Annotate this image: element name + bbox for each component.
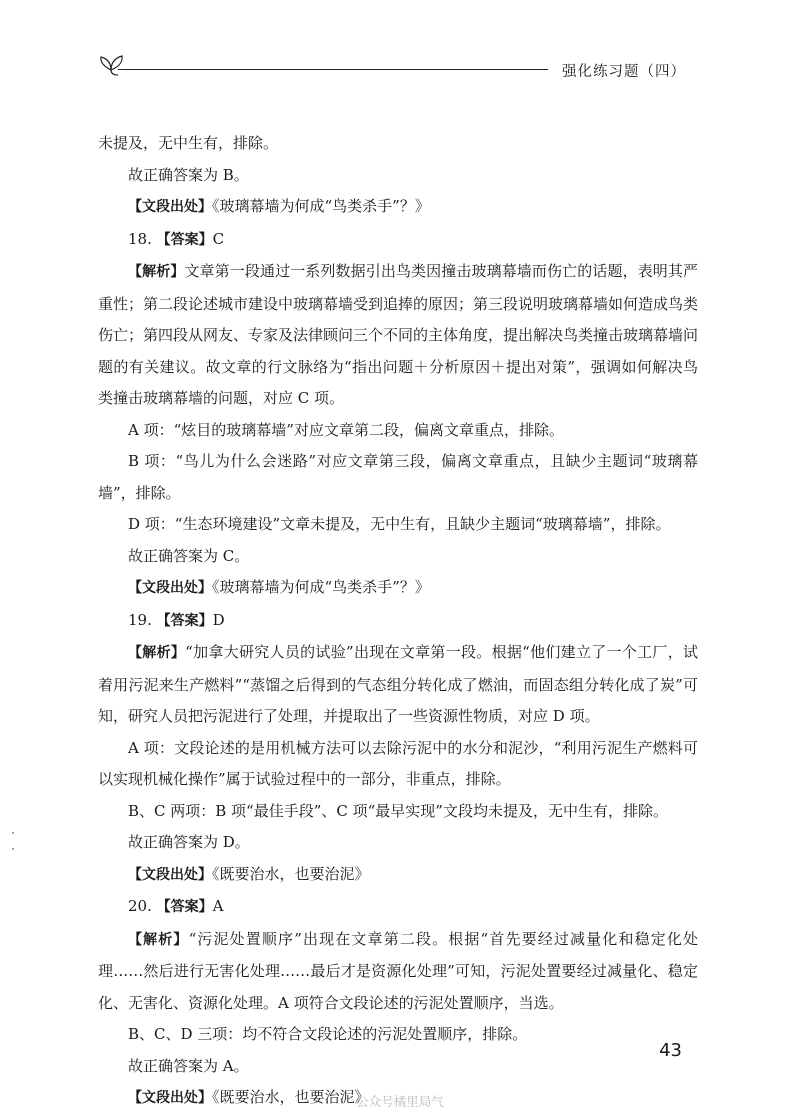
labeled-paragraph	[98, 859, 698, 892]
section-label: 【文段出处】	[128, 580, 212, 596]
paragraph	[98, 1019, 698, 1051]
paragraph-text: D	[212, 610, 225, 629]
header-rule	[118, 69, 548, 70]
paragraph-text: C	[212, 229, 225, 248]
paragraph-text: A 项：文段论述的是用机械方法可以去除污泥中的水分和泥沙，“利用污泥生产燃料可以实现机械化操作”属于试验过程中的一部分，非重点，排除。	[98, 738, 698, 788]
paragraph-text: 文章第一段通过一系列数据引出鸟类因撞击玻璃幕墙而伤亡的话题，表明其严重性；第二段论述城市建设中玻璃幕墙受到追捧的原因；第三段说明玻璃幕墙如何造成鸟类伤亡；第四段从网友、专家及法律顾问三个不同的主体角度，提出解决鸟类撞击玻璃幕墙问题的有关建议。故文章的行文脉络为“指出问题＋分析原因＋提出对策”，强调如何解决鸟类撞击玻璃幕墙的问题，对应 C 项。	[98, 262, 699, 407]
section-label: 【解析】	[128, 645, 186, 661]
section-label: 【文段出处】	[128, 1090, 212, 1106]
section-label: 【文段出处】	[128, 866, 212, 883]
labeled-paragraph	[98, 256, 698, 415]
leaf-sprout-icon	[96, 46, 126, 76]
labeled-paragraph	[98, 191, 698, 224]
section-label: 【解析】	[128, 264, 185, 280]
paragraph-text: 《既要治水，也要治泥》	[212, 864, 370, 883]
question-number: 18.	[128, 229, 157, 248]
page-header	[96, 40, 696, 84]
labeled-paragraph	[98, 572, 698, 605]
paragraph-text: 故正确答案为 A。	[128, 1056, 249, 1075]
paragraph	[98, 509, 698, 541]
paragraph-text: 未提及，无中生有，排除。	[98, 134, 279, 152]
section-label: 【文段出处】	[128, 199, 212, 215]
paragraph-text: A 项：“炫目的玻璃幕墙”对应文章第二段，偏离文章重点，排除。	[128, 420, 564, 439]
paragraph-text: 《既要治水，也要治泥》	[212, 1088, 370, 1106]
scan-speck	[12, 848, 14, 850]
question-number: 20.	[128, 897, 157, 915]
scan-speck	[12, 832, 14, 834]
paragraph-text: 《玻璃幕墙为何成“鸟类杀手”？》	[212, 578, 430, 596]
paragraph	[98, 415, 698, 447]
labeled-paragraph	[98, 637, 698, 733]
section-label: 【答案】	[156, 899, 213, 915]
paragraph	[98, 160, 698, 192]
paragraph-text: 故正确答案为 B。	[128, 165, 249, 184]
paragraph	[98, 446, 698, 509]
paragraph-text: 故正确答案为 C。	[128, 546, 250, 565]
paragraph-text: “污泥处置顺序”出现在文章第二段。根据“首先要经过减量化和稳定化处理……然后进行无害化处理……最后才是资源化处理”可知，污泥处置要经过减量化、稳定化、无害化、资源化处理。A 项符合文段论述的污泥处置顺序，当选。	[98, 929, 699, 1012]
paragraph	[98, 128, 698, 160]
paragraph-text: B、C 两项：B 项“最佳手段”、C 项“最早实现”文段均未提及，无中生有，排除。	[128, 801, 668, 820]
paragraph	[98, 541, 698, 573]
labeled-paragraph	[98, 224, 698, 257]
paragraph-text: 《玻璃幕墙为何成“鸟类杀手”？》	[212, 197, 430, 215]
question-number: 19.	[128, 610, 157, 629]
paragraph-text: B 项：“鸟儿为什么会迷路”对应文章第三段，偏离文章重点，且缺少主题词“玻璃幕墙”，排除。	[98, 452, 698, 502]
labeled-paragraph	[98, 924, 698, 1020]
watermark: 公众号橘里局气	[356, 1094, 444, 1109]
paragraph-text: D 项：“生态环境建设”文章未提及，无中生有，且缺少主题词“玻璃幕墙”，排除。	[128, 515, 671, 533]
paragraph	[98, 796, 698, 828]
paragraph-text: A	[212, 897, 224, 915]
section-label: 【答案】	[156, 231, 213, 248]
paragraph-text: “加拿大研究人员的试验”出现在文章第一段。根据“他们建立了一个工厂，试着用污泥来生产燃料”“蒸馏之后得到的气态组分转化成了燃油，而固态组分转化成了炭”可知，研究人员把污泥进行了处理，并提取出了一些资源性物质，对应 D 项。	[98, 643, 698, 725]
labeled-paragraph	[98, 605, 698, 638]
answer-explanation-body	[98, 128, 698, 1115]
labeled-paragraph	[98, 891, 698, 924]
paragraph-text: 故正确答案为 D。	[128, 833, 250, 851]
header-title: 强化练习题（四）	[562, 64, 686, 80]
paragraph	[98, 1051, 698, 1083]
paragraph-text: B、C、D 三项：均不符合文段论述的污泥处置顺序，排除。	[128, 1025, 528, 1043]
section-label: 【解析】	[128, 931, 189, 948]
page-number: 43	[659, 1040, 682, 1061]
section-label: 【答案】	[156, 612, 213, 629]
paragraph	[98, 733, 698, 796]
paragraph	[98, 827, 698, 859]
